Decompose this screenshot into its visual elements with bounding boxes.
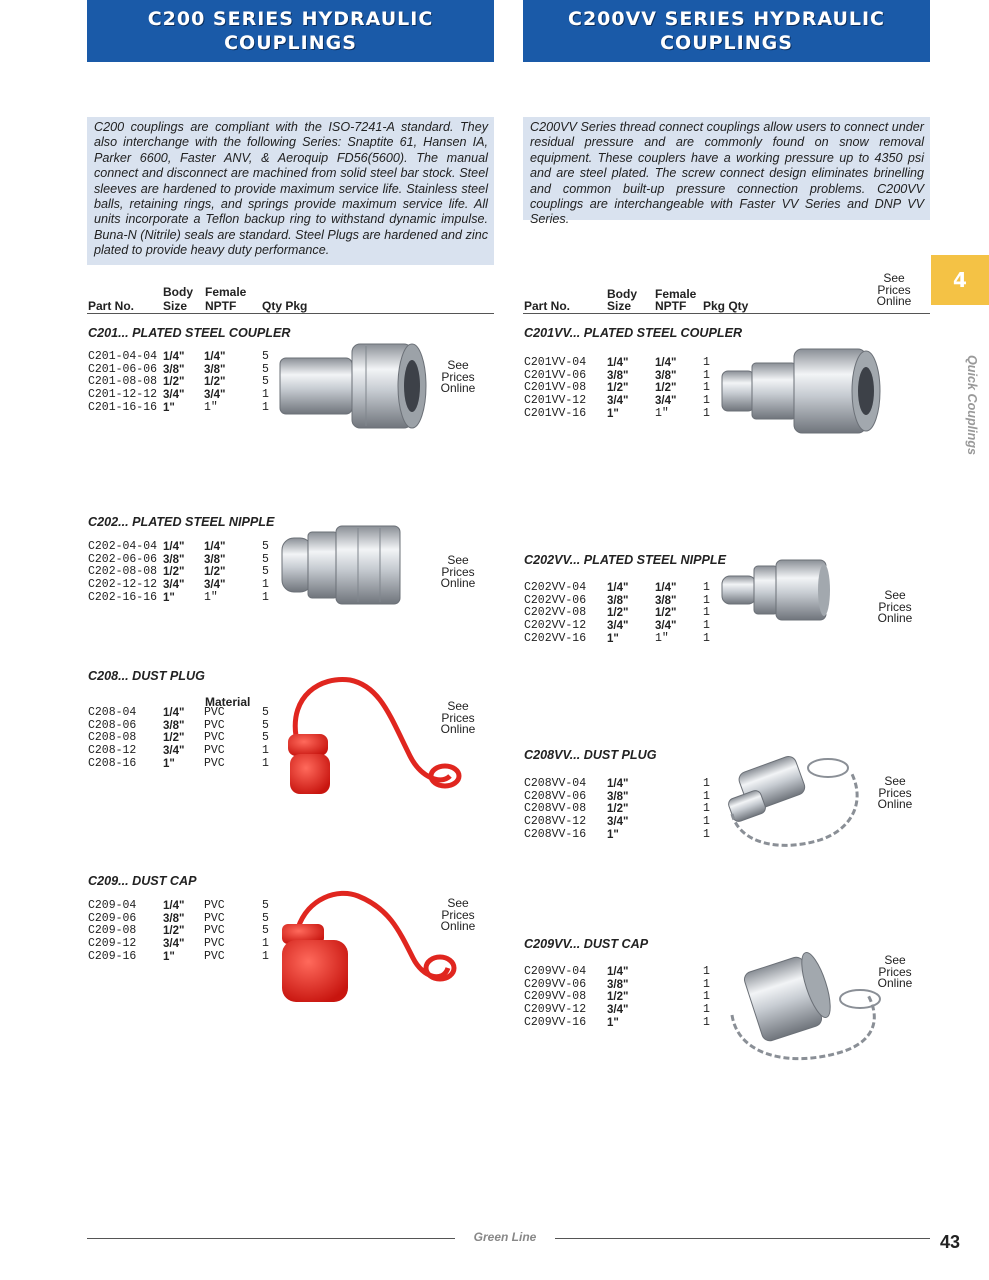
body-size: 1/4"	[163, 541, 185, 553]
quantity: 1	[703, 394, 710, 408]
quantity: 1	[703, 977, 710, 991]
section-title-c209vv: C209VV... DUST CAP	[524, 937, 649, 951]
c202-nipple-image	[278, 524, 408, 606]
body-size: 1"	[163, 591, 175, 604]
female-nptf: PVC	[204, 937, 225, 951]
female-nptf: PVC	[204, 924, 225, 938]
quantity: 1	[262, 937, 269, 951]
left-header-qty: Qty Pkg	[262, 299, 308, 313]
left-header-female-bottom: NPTF	[205, 299, 237, 313]
part-number: C208VV-08	[524, 802, 587, 816]
quantity: 1	[703, 381, 710, 395]
c201vv-coupler-image	[714, 341, 889, 441]
part-number: C209VV-16	[524, 1015, 587, 1029]
quantity: 1	[703, 593, 710, 607]
body-size: 3/8"	[163, 719, 185, 732]
quantity: 1	[262, 590, 269, 604]
right-header-body-top: Body	[607, 287, 637, 301]
see-prices-c201[interactable]	[436, 360, 480, 395]
section-title-c208: C208... DUST PLUG	[88, 669, 205, 683]
body-size: 3/8"	[163, 912, 185, 925]
female-nptf: 3/4"	[204, 579, 226, 592]
female-nptf: 1/4"	[204, 351, 226, 363]
left-header-body-top: Body	[163, 285, 193, 299]
see-line: See	[447, 553, 469, 567]
female-nptf: PVC	[204, 731, 225, 745]
see-line: Online	[877, 797, 913, 811]
footer-brand: Green Line	[455, 1230, 555, 1244]
quantity: 5	[262, 540, 269, 553]
right-header-qty: Pkg Qty	[703, 299, 749, 313]
chapter-label: Quick Couplings	[965, 354, 979, 456]
part-number: C201VV-04	[524, 356, 587, 369]
female-nptf: 3/4"	[204, 389, 226, 402]
female-nptf: PVC	[204, 706, 225, 719]
right-banner-line2: COUPLINGS	[660, 32, 793, 54]
section-title-c201vv: C201VV... PLATED STEEL COUPLER	[524, 326, 743, 340]
part-number: C202-04-04	[88, 540, 158, 553]
body-size: 1"	[607, 632, 619, 645]
body-size: 3/4"	[163, 745, 185, 758]
left-header-body-bottom: Size	[163, 299, 188, 313]
part-number: C201-06-06	[88, 362, 158, 376]
part-number: C209-08	[88, 924, 137, 938]
female-nptf: PVC	[204, 744, 225, 758]
quantity: 5	[262, 375, 269, 389]
body-size: 1/2"	[163, 925, 185, 938]
female-nptf: PVC	[204, 949, 225, 963]
c209-dust-cap-image	[278, 888, 463, 1008]
part-number: C202VV-04	[524, 581, 587, 594]
body-size: 1/4"	[607, 966, 629, 978]
body-size: 1/4"	[163, 707, 185, 719]
see-line: Prices	[877, 282, 911, 297]
body-size: 3/4"	[163, 389, 185, 402]
female-nptf: 1"	[204, 590, 218, 604]
material-header: Material	[205, 695, 251, 709]
body-size: 1/2"	[163, 732, 185, 745]
see-line: Prices	[441, 564, 475, 579]
see-line: Online	[440, 576, 476, 590]
section-title-c209: C209... DUST CAP	[88, 874, 197, 888]
quantity: 1	[703, 777, 710, 790]
see-line: Online	[876, 294, 912, 308]
see-line: Prices	[441, 710, 475, 725]
part-number: C208VV-04	[524, 777, 587, 790]
quantity: 1	[262, 756, 269, 770]
right-header-female-bottom: NPTF	[655, 299, 687, 313]
part-number: C202-16-16	[88, 590, 158, 604]
c208-dust-plug-image	[280, 676, 462, 804]
part-number: C209VV-12	[524, 1003, 587, 1017]
body-size: 3/4"	[607, 620, 629, 633]
see-line: Online	[877, 611, 913, 625]
see-line: Online	[440, 722, 476, 736]
body-size: 3/8"	[163, 553, 185, 566]
female-nptf: 1/2"	[655, 607, 677, 620]
quantity: 1	[703, 619, 710, 633]
part-number: C208-12	[88, 744, 137, 758]
c208vv-dust-plug-image	[720, 744, 876, 854]
part-number: C201-16-16	[88, 400, 158, 414]
see-line: Prices	[441, 907, 475, 922]
female-nptf: 3/8"	[655, 594, 677, 607]
body-size: 1"	[607, 407, 619, 420]
body-size: 3/4"	[607, 816, 629, 829]
quantity: 5	[262, 552, 269, 566]
body-size: 1/4"	[163, 900, 185, 912]
see-line: Prices	[878, 785, 912, 800]
left-header-part: Part No.	[88, 299, 135, 313]
female-nptf: PVC	[204, 911, 225, 925]
section-title-c202: C202... PLATED STEEL NIPPLE	[88, 515, 275, 529]
quantity: 1	[703, 406, 710, 420]
female-nptf: 1/2"	[204, 376, 226, 389]
part-number: C202VV-12	[524, 619, 587, 633]
see-prices-c208vv[interactable]	[873, 776, 917, 811]
part-number: C208VV-12	[524, 815, 587, 829]
body-size: 3/8"	[607, 978, 629, 991]
body-size: 1"	[163, 401, 175, 414]
body-size: 1"	[163, 950, 175, 963]
female-nptf: 1"	[655, 631, 669, 645]
left-intro: C200 couplings are compliant with the ISO-7241-A standard. They also interchange with the following Series: Snaptite 61, Hansen IA, Parker 6600, Faster ANV, & Aeroquip FD56(5600). The manual connect and disconnect are machined from solid steel bar stock. Steel sleeves are hardened to provide maximum service life. Stainless steel balls, retaining rings, and springs provide maximum service life. All units incorporate a Teflon backup ring to withstand dynamic impulse. Buna-N (Nitrile) seals are standard. Steel Plugs are hardened and zinc plated to provide heavy duty performance.	[87, 117, 494, 265]
female-nptf: 1/4"	[204, 541, 226, 553]
quantity: 1	[703, 815, 710, 829]
part-number: C202-06-06	[88, 552, 158, 566]
part-number: C209VV-04	[524, 965, 587, 978]
quantity: 1	[262, 400, 269, 414]
see-line: See	[883, 271, 905, 285]
see-line: See	[884, 588, 906, 602]
left-header-rule	[87, 313, 494, 314]
body-size: 1/4"	[607, 778, 629, 790]
part-number: C208-06	[88, 718, 137, 732]
part-number: C202VV-08	[524, 606, 587, 620]
c209vv-dust-cap-image	[718, 955, 890, 1070]
left-header-female-top: Female	[205, 285, 247, 299]
part-number: C201-12-12	[88, 388, 158, 402]
part-number: C209-04	[88, 899, 137, 912]
female-nptf: 3/8"	[655, 369, 677, 382]
female-nptf: PVC	[204, 718, 225, 732]
female-nptf: 3/8"	[204, 553, 226, 566]
part-number: C209-12	[88, 937, 137, 951]
quantity: 1	[703, 356, 710, 369]
c201-coupler-image	[276, 336, 436, 436]
quantity: 5	[262, 731, 269, 745]
quantity: 5	[262, 924, 269, 938]
quantity: 1	[262, 949, 269, 963]
body-size: 3/4"	[607, 1004, 629, 1017]
see-line: See	[447, 699, 469, 713]
quantity: 5	[262, 350, 269, 363]
body-size: 1/2"	[607, 991, 629, 1004]
see-line: Online	[877, 976, 913, 990]
part-number: C208VV-16	[524, 827, 587, 841]
page-number: 43	[940, 1232, 961, 1252]
body-size: 3/4"	[607, 395, 629, 408]
part-number: C208-16	[88, 756, 137, 770]
section-title-c201: C201... PLATED STEEL COUPLER	[88, 326, 291, 340]
quantity: 1	[703, 581, 710, 594]
right-header-rule	[523, 313, 930, 314]
part-number: C201-04-04	[88, 350, 158, 363]
part-number: C201VV-08	[524, 381, 587, 395]
right-banner	[523, 0, 930, 62]
left-banner-line2: COUPLINGS	[224, 32, 357, 54]
right-header-see-prices[interactable]	[872, 273, 916, 308]
body-size: 3/8"	[607, 369, 629, 382]
body-size: 3/4"	[163, 579, 185, 592]
body-size: 1"	[607, 1016, 619, 1029]
part-number: C202-12-12	[88, 578, 158, 592]
quantity: 1	[262, 388, 269, 402]
body-size: 1"	[163, 757, 175, 770]
quantity: 5	[262, 706, 269, 719]
quantity: 1	[703, 1003, 710, 1017]
right-intro: C200VV Series thread connect couplings allow users to connect under residual pressure and are commonly found on snow removal equipment. These couplers have a working pressure up to 4350 psi and are steel plated. The screw connect design eliminates brinelling and common built-up pressure connection problems. C200VV couplings are interchangeable with Faster VV Series and DNP VV Series.	[523, 117, 930, 220]
part-number: C209-16	[88, 949, 137, 963]
quantity: 1	[262, 744, 269, 758]
quantity: 1	[703, 1015, 710, 1029]
see-line: Prices	[441, 369, 475, 384]
body-size: 3/4"	[163, 938, 185, 951]
right-header-female-top: Female	[655, 287, 697, 301]
quantity: 1	[703, 965, 710, 978]
female-nptf: 1"	[655, 406, 669, 420]
body-size: 3/8"	[163, 363, 185, 376]
section-title-c208vv: C208VV... DUST PLUG	[524, 748, 657, 762]
part-number: C209VV-08	[524, 990, 587, 1004]
female-nptf: 1/2"	[204, 566, 226, 579]
quantity: 5	[262, 718, 269, 732]
part-number: C201VV-12	[524, 394, 587, 408]
section-title-c202vv: C202VV... PLATED STEEL NIPPLE	[524, 553, 727, 567]
female-nptf: 1"	[204, 400, 218, 414]
see-line: Prices	[878, 964, 912, 979]
part-number: C201VV-06	[524, 368, 587, 382]
quantity: 5	[262, 362, 269, 376]
c202vv-nipple-image	[720, 558, 830, 622]
body-size: 1/2"	[163, 376, 185, 389]
right-header-body-bottom: Size	[607, 299, 632, 313]
see-prices-c202vv[interactable]	[873, 590, 917, 625]
body-size: 3/8"	[607, 790, 629, 803]
right-header-part: Part No.	[524, 299, 571, 313]
quantity: 1	[262, 578, 269, 592]
see-line: Online	[440, 381, 476, 395]
body-size: 1/4"	[163, 351, 185, 363]
body-size: 1/4"	[607, 357, 629, 369]
part-number: C208-04	[88, 706, 137, 719]
female-nptf: PVC	[204, 899, 225, 912]
part-number: C208-08	[88, 731, 137, 745]
part-number: C202-08-08	[88, 565, 158, 579]
see-line: See	[447, 896, 469, 910]
body-size: 1/2"	[607, 607, 629, 620]
quantity: 5	[262, 565, 269, 579]
quantity: 1	[703, 802, 710, 816]
quantity: 1	[703, 990, 710, 1004]
female-nptf: 1/2"	[655, 382, 677, 395]
left-banner-line1: C200 SERIES HYDRAULIC	[147, 8, 434, 30]
body-size: 1/4"	[607, 582, 629, 594]
quantity: 1	[703, 631, 710, 645]
chapter-tab[interactable]: 4	[931, 255, 989, 305]
female-nptf: PVC	[204, 756, 225, 770]
body-size: 1/2"	[607, 803, 629, 816]
part-number: C201-08-08	[88, 375, 158, 389]
part-number: C208VV-06	[524, 789, 587, 803]
left-banner	[87, 0, 494, 62]
body-size: 3/8"	[607, 594, 629, 607]
female-nptf: 1/4"	[655, 357, 677, 369]
see-line: Prices	[878, 599, 912, 614]
body-size: 1/2"	[163, 566, 185, 579]
quantity: 1	[703, 789, 710, 803]
see-line: See	[884, 774, 906, 788]
female-nptf: 3/4"	[655, 395, 677, 408]
quantity: 1	[703, 368, 710, 382]
part-number: C209-06	[88, 911, 137, 925]
quantity: 5	[262, 911, 269, 925]
see-line: See	[884, 953, 906, 967]
female-nptf: 3/8"	[204, 363, 226, 376]
see-line: Online	[440, 919, 476, 933]
body-size: 1/2"	[607, 382, 629, 395]
body-size: 1"	[607, 828, 619, 841]
quantity: 5	[262, 899, 269, 912]
part-number: C202VV-06	[524, 593, 587, 607]
female-nptf: 3/4"	[655, 620, 677, 633]
right-banner-line1: C200VV SERIES HYDRAULIC	[568, 8, 885, 30]
see-line: See	[447, 358, 469, 372]
quantity: 1	[703, 606, 710, 620]
see-prices-c202[interactable]	[436, 555, 480, 590]
female-nptf: 1/4"	[655, 582, 677, 594]
part-number: C201VV-16	[524, 406, 587, 420]
part-number: C202VV-16	[524, 631, 587, 645]
part-number: C209VV-06	[524, 977, 587, 991]
quantity: 1	[703, 827, 710, 841]
